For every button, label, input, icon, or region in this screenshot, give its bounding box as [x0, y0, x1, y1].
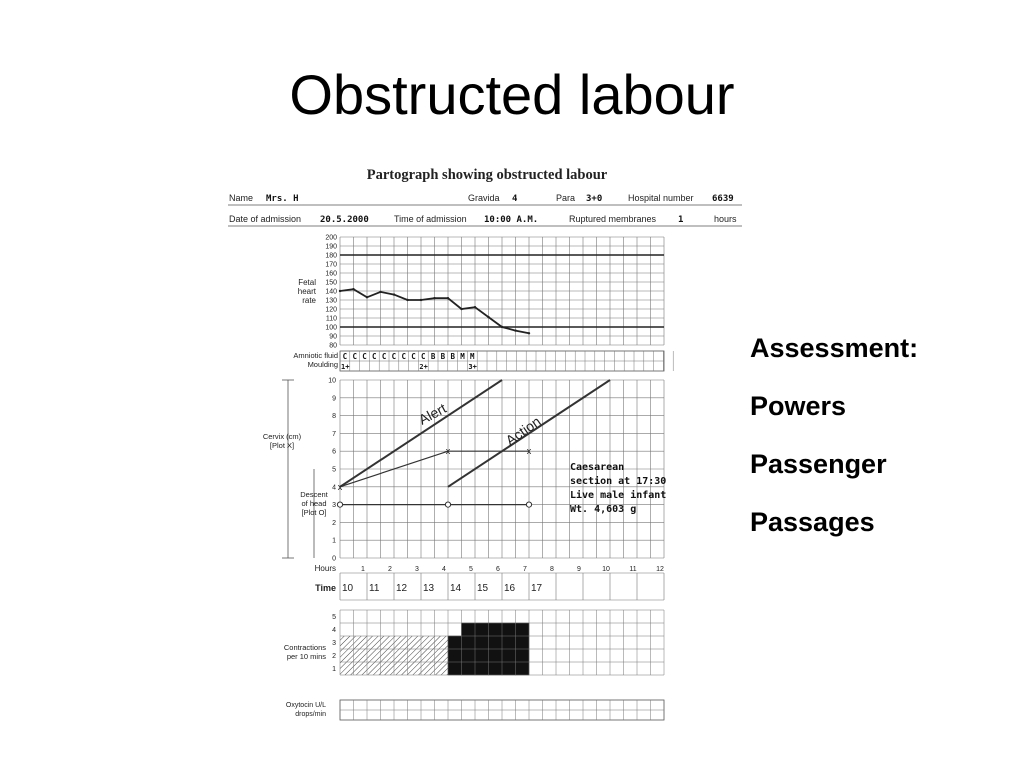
- time-admission-value: 10:00 A.M.: [484, 215, 539, 225]
- fhr-point: [393, 293, 395, 295]
- time-cell: 15: [477, 583, 489, 594]
- fhr-point: [474, 306, 476, 308]
- fhr-point: [501, 326, 503, 328]
- hours-tick-label: 7: [523, 566, 527, 573]
- amniotic-cell: C: [362, 352, 367, 361]
- fhr-point: [487, 316, 489, 318]
- moulding-cell: 1+: [341, 363, 350, 371]
- alert-line-label: Alert: [415, 400, 449, 428]
- note-line-2: section at 17:30: [570, 476, 667, 487]
- hours-tick-label: 5: [469, 566, 473, 573]
- moulding-label: Moulding: [307, 360, 338, 369]
- hours-tick-label: 12: [656, 566, 664, 573]
- fhr-tick-label: 80: [329, 342, 337, 350]
- time-admission-label: Time of admission: [394, 214, 467, 224]
- hours-tick-label: 11: [629, 566, 637, 573]
- hours-tick-label: 8: [550, 566, 554, 573]
- cervix-tick-label: 4: [332, 484, 336, 492]
- hours-tick-label: 9: [577, 566, 581, 573]
- amniotic-cell: B: [440, 352, 446, 361]
- note-line-4: Wt. 4,603 g: [570, 504, 637, 515]
- fhr-label-1: Fetal: [298, 278, 316, 287]
- cervix-tick-label: 6: [332, 448, 336, 456]
- fhr-point: [339, 290, 341, 292]
- cervix-point-x: x: [337, 481, 343, 492]
- cervix-point-x: x: [526, 446, 532, 457]
- amniotic-cell: C: [342, 352, 348, 361]
- hours-tick-label: 4: [442, 566, 446, 573]
- moulding-cell: 3+: [468, 363, 477, 371]
- partograph-chart: [226, 160, 748, 728]
- time-cell: 11: [369, 583, 380, 594]
- contraction-bar: [394, 636, 408, 675]
- amniotic-cell: C: [352, 352, 357, 361]
- cervix-tick-label: 9: [332, 395, 336, 403]
- cervix-tick-label: 2: [332, 519, 336, 527]
- fhr-tick-label: 150: [325, 279, 337, 287]
- descent-point-o: [337, 502, 342, 507]
- fhr-point: [514, 329, 516, 331]
- descent-label-3: [Plot O]: [301, 508, 327, 517]
- contraction-bar: [354, 636, 368, 675]
- gravida-label: Gravida: [468, 193, 500, 203]
- cervix-label-1: Cervix (cm): [262, 432, 302, 441]
- para-label: Para: [556, 193, 576, 203]
- cervix-tick-label: 1: [332, 537, 336, 545]
- ruptured-value: 1: [678, 215, 684, 225]
- fhr-tick-label: 200: [325, 234, 337, 242]
- cervix-tick-label: 10: [328, 377, 336, 385]
- fhr-tick-label: 190: [325, 243, 337, 251]
- time-cell: 17: [531, 583, 543, 594]
- hours-time-section: [340, 566, 664, 600]
- contractions-section: [332, 610, 664, 675]
- ruptured-unit: hours: [714, 214, 737, 224]
- time-cell: 16: [504, 583, 516, 594]
- fhr-label-2: heart: [297, 287, 316, 296]
- amniotic-cell: C: [391, 352, 397, 361]
- cervix-point-x: x: [445, 446, 451, 457]
- hospital-label: Hospital number: [628, 193, 694, 203]
- hours-tick-label: 10: [602, 566, 610, 573]
- cervix-tick-label: 8: [332, 413, 336, 421]
- amniotic-cell: M: [470, 352, 475, 361]
- name-label: Name: [229, 193, 254, 203]
- contraction-tick-label: 4: [332, 627, 336, 634]
- cervix-tick-label: 7: [332, 430, 336, 438]
- contraction-bar: [340, 636, 354, 675]
- fhr-tick-label: 130: [325, 297, 337, 305]
- oxytocin-section: [340, 700, 664, 720]
- amniotic-cell: C: [372, 352, 377, 361]
- fhr-tick-label: 120: [325, 306, 337, 314]
- partograph-title: Partograph showing obstructed labour: [366, 167, 608, 183]
- hours-tick-label: 3: [415, 566, 419, 573]
- time-label: Time: [315, 583, 336, 593]
- cervix-tick-label: 5: [332, 466, 336, 474]
- fhr-tick-label: 160: [325, 270, 337, 278]
- contraction-tick-label: 1: [332, 666, 336, 673]
- fhr-tick-label: 100: [325, 324, 337, 332]
- amniotic-cell: B: [430, 352, 436, 361]
- hospital-value: 6639: [712, 194, 734, 204]
- cervix-label-2: [Plot X]: [269, 441, 295, 450]
- contraction-bar: [381, 636, 395, 675]
- contraction-bar: [421, 636, 435, 675]
- date-label: Date of admission: [229, 214, 302, 224]
- hours-tick-label: 1: [361, 566, 365, 573]
- fhr-section: [325, 235, 664, 350]
- note-line-1: Caesarean: [570, 462, 625, 473]
- fhr-point: [433, 297, 435, 299]
- contractions-label-2: per 10 mins: [286, 652, 326, 661]
- time-cell: 12: [396, 583, 408, 594]
- fhr-tick-label: 90: [329, 333, 337, 341]
- cervix-tick-label: 3: [332, 502, 336, 510]
- time-cell: 13: [423, 583, 435, 594]
- fhr-point: [406, 299, 408, 301]
- contractions-label-1: Contractions: [283, 643, 326, 652]
- para-value: 3+0: [586, 194, 603, 204]
- fhr-point: [420, 299, 422, 301]
- contraction-bar: [367, 636, 381, 675]
- contraction-tick-label: 5: [332, 614, 336, 621]
- oxytocin-label-2: drops/min: [295, 711, 326, 718]
- ruptured-label: Ruptured membranes: [569, 214, 657, 224]
- time-cell: 14: [450, 583, 462, 594]
- fhr-point: [528, 332, 530, 334]
- amniotic-cell: C: [411, 352, 416, 361]
- contraction-bar: [435, 636, 449, 675]
- date-value: 20.5.2000: [320, 215, 369, 225]
- hours-tick-label: 2: [388, 566, 392, 573]
- fhr-point: [460, 308, 462, 310]
- fhr-point: [366, 296, 368, 298]
- time-cell: 10: [342, 583, 354, 594]
- descent-label-2: of head: [301, 499, 327, 508]
- name-value: Mrs. H: [266, 194, 299, 204]
- slide-title: Obstructed labour: [289, 63, 735, 126]
- action-line-label: Action: [502, 413, 544, 449]
- amniotic-cell: C: [381, 352, 387, 361]
- descent-point-o: [526, 502, 531, 507]
- assessment-powers: Powers: [750, 391, 847, 421]
- fhr-point: [352, 288, 354, 290]
- descent-point-o: [445, 502, 450, 507]
- cervix-tick-label: 0: [332, 555, 336, 563]
- assessment-passenger: Passenger: [750, 449, 887, 479]
- contraction-bar: [408, 636, 422, 675]
- amniotic-section: [340, 351, 673, 371]
- amniotic-cell: M: [460, 352, 465, 361]
- fhr-point: [379, 291, 381, 293]
- hours-label: Hours: [314, 564, 336, 573]
- assessment-list: [750, 330, 918, 562]
- amniotic-cell: C: [401, 352, 406, 361]
- amniotic-cell: B: [450, 352, 455, 361]
- fhr-tick-label: 110: [325, 315, 337, 323]
- fhr-point: [447, 297, 449, 299]
- moulding-cell: 2+: [419, 363, 428, 371]
- amniotic-cell: C: [421, 352, 426, 361]
- oxytocin-label-1: Oxytocin U/L: [285, 702, 326, 709]
- fhr-tick-label: 140: [325, 288, 337, 296]
- contraction-tick-label: 2: [332, 653, 336, 660]
- fhr-tick-label: 180: [325, 252, 337, 260]
- assessment-heading: Assessment:: [750, 333, 919, 363]
- note-line-3: Live male infant: [570, 490, 667, 501]
- hours-tick-label: 6: [496, 566, 500, 573]
- descent-label-1: Descent: [300, 490, 328, 499]
- contraction-tick-label: 3: [332, 640, 336, 647]
- contraction-bar: [448, 636, 462, 675]
- fhr-tick-label: 170: [325, 261, 337, 269]
- assessment-passages: Passages: [750, 507, 875, 537]
- fhr-label-3: rate: [302, 296, 316, 305]
- amniotic-label: Amniotic fluid: [293, 351, 338, 360]
- gravida-value: 4: [512, 194, 518, 204]
